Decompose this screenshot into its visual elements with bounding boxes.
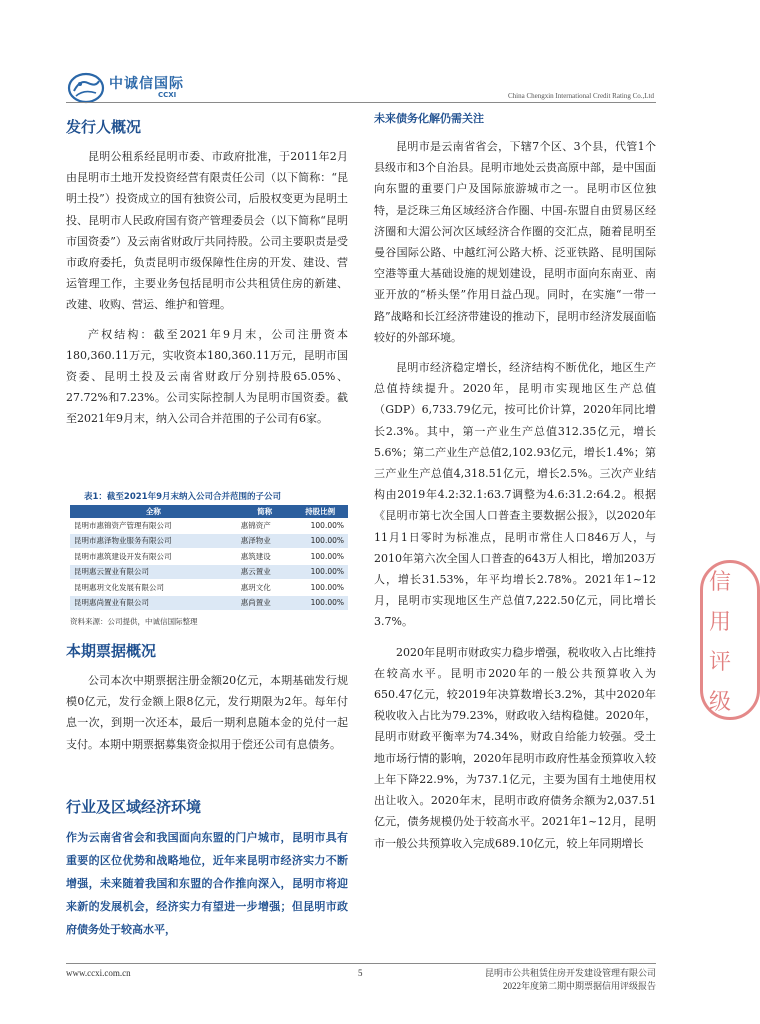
- section-subtitle-debt: 未来债务化解仍需关注: [374, 112, 484, 125]
- regional-economy-text: [374, 136, 656, 854]
- table-row: [70, 549, 348, 565]
- cell-shortname: 惠尚置业: [237, 595, 293, 611]
- table-row: [70, 533, 348, 549]
- paragraph: 2020年昆明市财政实力稳步增强，税收收入占比维持在较高水平。昆明市2020年的一般公共预算收入为650.47亿元，较2019年决算数增长3.2%，其中2020年税收收入占比为79.23%，财政收入结构稳健。2020年，昆明市财政平衡率为74.34%，财政自给能力较强。受土地市场行情的影响，2020年昆明市政府性基金预算收入较上年下降22.9%，为737.1亿元，主要为国有土地使用权出让收入。2020年末，昆明市政府债务余额为2,037.51亿元，债务规模仍处于较高水平。2021年1~12月，昆明市一般公共预算收入完成689.10亿元，较上年同期增长: [374, 645, 656, 850]
- footer-report-title: 2022年度第二期中期票据信用评级报告: [502, 981, 656, 991]
- page-number: 5: [358, 968, 363, 978]
- cell-fullname: 昆明惠玥文化发展有限公司: [70, 580, 237, 596]
- table-source: 资料来源：公司提供，中诚信国际整理: [70, 617, 198, 626]
- highlight-summary: [66, 826, 348, 941]
- section-title-industry: 行业及区域经济环境: [66, 798, 202, 816]
- header-company-en: China Chengxin International Credit Rating Co.,Ltd: [507, 92, 654, 100]
- seal-stamp: [700, 560, 760, 720]
- table-row: [70, 595, 348, 611]
- footer-divider: [66, 963, 656, 964]
- table-caption: 表1：截至2021年9月末纳入公司合并范围的子公司: [84, 492, 281, 502]
- seal-stamp-text: 信用评级: [709, 570, 732, 715]
- logo-text-cn: 中诚信国际: [109, 76, 184, 92]
- paragraph: 产权结构：截至2021年9月末，公司注册资本180,360.11万元，实收资本180,360.11万元，昆明市国资委、昆明土投及云南省财政厅分别持股65.05%、27.72%和7.23%。公司实际控制人为昆明市国资委。截至2021年9月末，纳入公司合并范围的子公司有6家。: [66, 327, 348, 426]
- subsidiary-table: [70, 505, 348, 611]
- cell-fullname: 昆明市惠锦资产管理有限公司: [70, 518, 237, 533]
- issuer-overview-text: [66, 146, 348, 430]
- cell-shortname: 惠玥文化: [237, 580, 293, 596]
- footer-company: 昆明市公共租赁住房开发建设管理有限公司: [484, 968, 656, 978]
- cell-ratio: 100.00%: [292, 518, 348, 533]
- notes-overview-text: [66, 670, 348, 755]
- table-header-row: [70, 505, 348, 518]
- cell-ratio: 100.00%: [292, 549, 348, 565]
- cell-ratio: 100.00%: [292, 595, 348, 611]
- col-header-shortname: 简称: [237, 505, 293, 518]
- col-header-ratio: 持股比例: [292, 505, 348, 518]
- paragraph: 公司本次中期票据注册金额20亿元，本期基础发行规模0亿元，发行金额上限8亿元，发行期限为2年。每年付息一次，到期一次还本，最后一期利息随本金的兑付一起支付。本期中期票据募集资金拟用于偿还公司有息债务。: [66, 674, 348, 751]
- section-title-notes: 本期票据概况: [66, 642, 157, 660]
- cell-ratio: 100.00%: [292, 580, 348, 596]
- section-title-issuer: 发行人概况: [66, 118, 142, 136]
- table-row: [70, 564, 348, 580]
- paragraph: 昆明市是云南省省会，下辖7个区、3个县，代管1个县级市和3个自治县。昆明市地处云贵高原中部，是中国面向东盟的重要门户及国际旅游城市之一。昆明市区位独特，是泛珠三角区域经济合作圈、中国-东盟自由贸易区经济圈和大湄公河次区域经济合作圈的交汇点，随着昆明至曼谷国际公路、中越红河公路大桥、泛亚铁路、昆明国际空港等重大基础设施的规划建设，昆明市面向东南亚、南亚开放的“桥头堡”作用日益凸现。同时，在实施“一带一路”战略和长江经济带建设的推动下，昆明市经济发展面临较好的外部环境。: [374, 140, 656, 344]
- paragraph: 昆明市经济稳定增长，经济结构不断优化，地区生产总值持续提升。2020年，昆明市实现地区生产总值（GDP）6,733.79亿元，按可比价计算，2020年同比增长2.3%。其中，第一产业生产总值312.35亿元，增长5.6%；第二产业生产总值2,102.93亿元，增长1.4%；第三产业生产总值4,318.51亿元，增长2.5%。三次产业结构由2019年4.2:32.1:63.7调整为4.6:31.2:64.2。根据《昆明市第七次全国人口普查主要数据公报》，以2020年11月1日零时为标准点，昆明市常住人口846万人，与2010年第六次全国人口普查的643万人相比，增加203万人，增长31.53%，年平均增长2.78%。2021年1~12月，昆明市实现地区生产总值7,222.50亿元，同比增长3.7%。: [374, 361, 656, 629]
- cell-shortname: 惠锦资产: [237, 518, 293, 533]
- col-header-fullname: 全称: [70, 505, 237, 518]
- cell-fullname: 昆明市惠筑建设开发有限公司: [70, 549, 237, 565]
- table-row: [70, 580, 348, 596]
- cell-shortname: 惠泽物业: [237, 533, 293, 549]
- paragraph: 昆明公租系经昆明市委、市政府批准，于2011年2月由昆明市土地开发投资经营有限责任公司（以下简称：“昆明土投”）投资成立的国有独资公司，后股权变更为昆明土投、昆明市人民政府国有资产管理委员会（以下简称“昆明市国资委”）及云南省财政厅共同持股。公司主要职责是受市政府委托，负责昆明市级保障性住房的开发、建设、营运管理工作，主要业务包括昆明市公共租赁住房的新建、改建、收购、营运、维护和管理。: [66, 150, 348, 312]
- footer-website: www.ccxi.com.cn: [66, 968, 131, 978]
- cell-ratio: 100.00%: [292, 564, 348, 580]
- cell-fullname: 昆明惠尚置业有限公司: [70, 595, 237, 611]
- header-divider: [66, 102, 656, 103]
- logo-text-en: CCXI: [158, 91, 177, 99]
- cell-fullname: 昆明惠云置业有限公司: [70, 564, 237, 580]
- table-row: [70, 518, 348, 533]
- cell-shortname: 惠云置业: [237, 564, 293, 580]
- cell-shortname: 惠筑建设: [237, 549, 293, 565]
- logo-emblem-icon: [66, 71, 106, 105]
- cell-fullname: 昆明市惠泽物业服务有限公司: [70, 533, 237, 549]
- highlight-text: 作为云南省省会和我国面向东盟的门户城市，昆明市具有重要的区位优势和战略地位，近年来昆明市经济实力不断增强，未来随着我国和东盟的合作推向深入，昆明市将迎来新的发展机会，经济实力有望进一步增强；但昆明市政府债务处于较高水平，: [66, 831, 348, 936]
- cell-ratio: 100.00%: [292, 533, 348, 549]
